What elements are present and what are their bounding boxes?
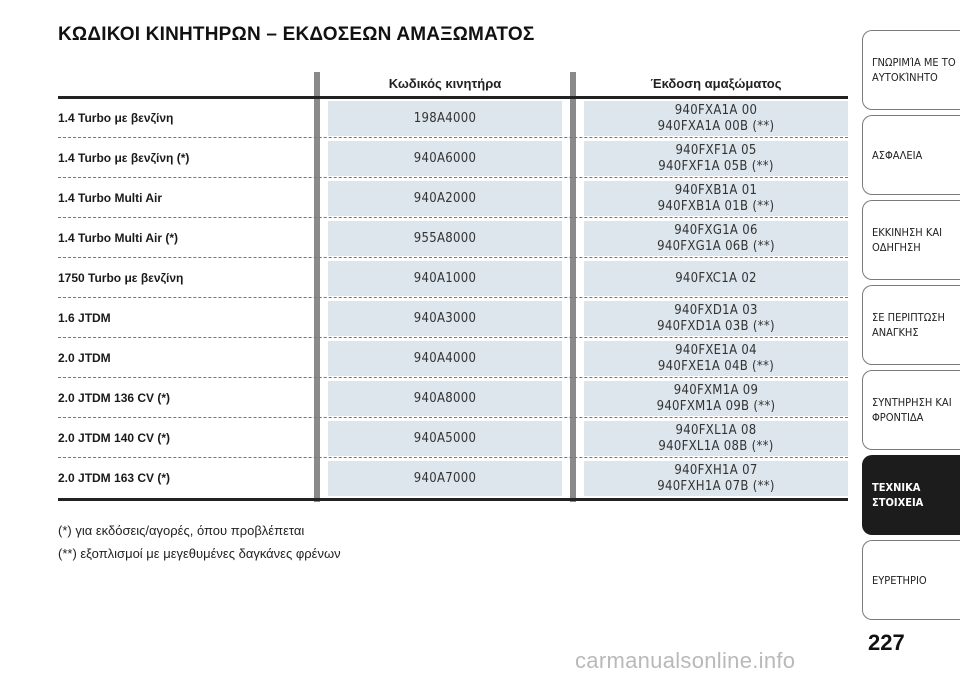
body-version-cell	[584, 101, 848, 136]
page-title: ΚΩΔΙΚΟΙ ΚΙΝΗΤΗΡΩΝ – ΕΚΔΟΣΕΩΝ ΑΜΑΞΩΜΑΤΟΣ	[58, 24, 535, 45]
row-separator	[58, 457, 848, 458]
sidebar-tab-label: ΤΕΧΝΙΚΑ ΣΤΟΙΧΕΙΑ	[872, 481, 924, 509]
engine-model-label: 1.4 Turbo Multi Air	[58, 191, 162, 205]
table-row	[58, 459, 848, 498]
table-row	[58, 179, 848, 218]
sidebar-tab-label: ΑΣΦΑΛΕΙΑ	[872, 148, 923, 162]
table-row	[58, 299, 848, 338]
sidebar-tab[interactable]	[862, 370, 960, 450]
engine-model-label: 2.0 JTDM	[58, 351, 111, 365]
body-version-value: 940FXE1A 04	[675, 342, 757, 358]
sidebar-tab-label: ΣΥΝΤΗΡΗΣΗ ΚΑΙ ΦΡΟΝΤΙΔΑ	[872, 396, 952, 424]
engine-code-cell	[328, 381, 562, 416]
engine-model-label: 1.6 JTDM	[58, 311, 111, 325]
body-version-cell	[584, 181, 848, 216]
body-version-cell	[584, 421, 848, 456]
engine-code-value: 940A6000	[413, 150, 477, 166]
footnote-double-asterisk: (**) εξοπλισμοί με μεγεθυμένες δαγκάνες φρένων	[58, 546, 341, 561]
row-separator	[58, 377, 848, 378]
body-version-value: 940FXH1A 07B (**)	[657, 478, 775, 494]
footnote-single-asterisk: (*) για εκδόσεις/αγορές, όπου προβλέπεται	[58, 523, 305, 538]
sidebar-tab-label: ΕΚΚΙΝΗΣΗ ΚΑΙ ΟΔΗΓΗΣΗ	[872, 226, 943, 254]
engine-code-cell	[328, 261, 562, 296]
engine-code-cell	[328, 461, 562, 496]
engine-code-value: 940A8000	[413, 390, 477, 406]
sidebar-tab[interactable]	[862, 540, 960, 620]
engine-code-cell	[328, 301, 562, 336]
body-version-value: 940FXL1A 08B (**)	[658, 438, 774, 454]
table-row	[58, 99, 848, 138]
body-version-value: 940FXE1A 04B (**)	[657, 358, 775, 374]
body-version-value: 940FXF1A 05	[675, 142, 757, 158]
body-version-cell	[584, 261, 848, 296]
body-version-cell	[584, 141, 848, 176]
body-version-value: 940FXC1A 02	[675, 270, 757, 286]
body-version-cell	[584, 221, 848, 256]
sidebar-tab-label: ΣΕ ΠΕΡΙΠΤΩΣΗ ΑΝΑΓΚΗΣ	[872, 311, 945, 339]
body-version-value: 940FXA1A 00	[674, 102, 758, 118]
engine-code-value: 940A3000	[413, 310, 477, 326]
body-version-cell	[584, 301, 848, 336]
engine-code-value: 955A8000	[413, 230, 477, 246]
sidebar-tab[interactable]	[862, 115, 960, 195]
body-version-value: 940FXD1A 03B (**)	[657, 318, 775, 334]
sidebar-tab-label: ΓΝΩΡΙΜΊΑ ΜΕ ΤΟ ΑΥΤΟΚΊΝΗΤΟ	[872, 56, 956, 84]
body-version-value: 940FXF1A 05B (**)	[658, 158, 774, 174]
body-version-value: 940FXH1A 07	[674, 462, 758, 478]
body-version-cell	[584, 341, 848, 376]
engine-code-cell	[328, 141, 562, 176]
body-version-cell	[584, 461, 848, 496]
engine-code-cell	[328, 341, 562, 376]
table-row	[58, 139, 848, 178]
page-number: 227	[868, 630, 905, 655]
body-version-cell	[584, 381, 848, 416]
row-separator	[58, 417, 848, 418]
engine-code-cell	[328, 101, 562, 136]
engine-model-label: 2.0 JTDM 140 CV (*)	[58, 431, 171, 445]
engine-code-cell	[328, 181, 562, 216]
row-separator	[58, 297, 848, 298]
engine-code-cell	[328, 421, 562, 456]
engine-code-value: 940A7000	[413, 470, 477, 486]
body-version-value: 940FXG1A 06	[674, 222, 758, 238]
body-version-value: 940FXL1A 08	[675, 422, 757, 438]
row-separator	[58, 137, 848, 138]
engine-code-value: 940A1000	[413, 270, 477, 286]
table-row	[58, 219, 848, 258]
row-separator	[58, 257, 848, 258]
body-version-value: 940FXG1A 06B (**)	[657, 238, 775, 254]
table-bottom-rule	[58, 498, 848, 501]
engine-code-value: 940A2000	[413, 190, 477, 206]
table-row	[58, 379, 848, 418]
body-version-value: 940FXM1A 09	[673, 382, 759, 398]
body-version-value: 940FXD1A 03	[674, 302, 758, 318]
body-version-value: 940FXB1A 01B (**)	[657, 198, 775, 214]
engine-code-value: 940A4000	[413, 350, 477, 366]
sidebar-tab[interactable]	[862, 285, 960, 365]
sidebar-tab-label: ΕΥΡΕΤΗΡΙΟ	[872, 573, 927, 587]
sidebar-tab[interactable]	[862, 30, 960, 110]
body-version-value: 940FXA1A 00B (**)	[657, 118, 775, 134]
engine-model-label: 2.0 JTDM 136 CV (*)	[58, 391, 171, 405]
row-separator	[58, 217, 848, 218]
engine-model-label: 1750 Turbo με βενζίνη	[58, 271, 184, 285]
table-row	[58, 419, 848, 458]
engine-code-table	[58, 72, 848, 502]
row-separator	[58, 177, 848, 178]
engine-model-label: 1.4 Turbo με βενζίνη (*)	[58, 151, 190, 165]
header-engine-code: Κωδικός κινητήρα	[388, 76, 502, 91]
table-row	[58, 339, 848, 378]
engine-code-value: 198A4000	[413, 110, 477, 126]
watermark: carmanualsonline.info	[575, 648, 796, 673]
engine-model-label: 1.4 Turbo Multi Air (*)	[58, 231, 178, 245]
engine-model-label: 2.0 JTDM 163 CV (*)	[58, 471, 171, 485]
row-separator	[58, 337, 848, 338]
header-body-version: Έκδοση αμαξώματος	[650, 76, 782, 91]
engine-code-value: 940A5000	[413, 430, 477, 446]
engine-code-cell	[328, 221, 562, 256]
table-row	[58, 259, 848, 298]
sidebar-tab[interactable]	[862, 200, 960, 280]
body-version-value: 940FXM1A 09B (**)	[656, 398, 776, 414]
body-version-value: 940FXB1A 01	[674, 182, 758, 198]
sidebar-tab[interactable]	[862, 455, 960, 535]
engine-model-label: 1.4 Turbo με βενζίνη	[58, 111, 174, 125]
